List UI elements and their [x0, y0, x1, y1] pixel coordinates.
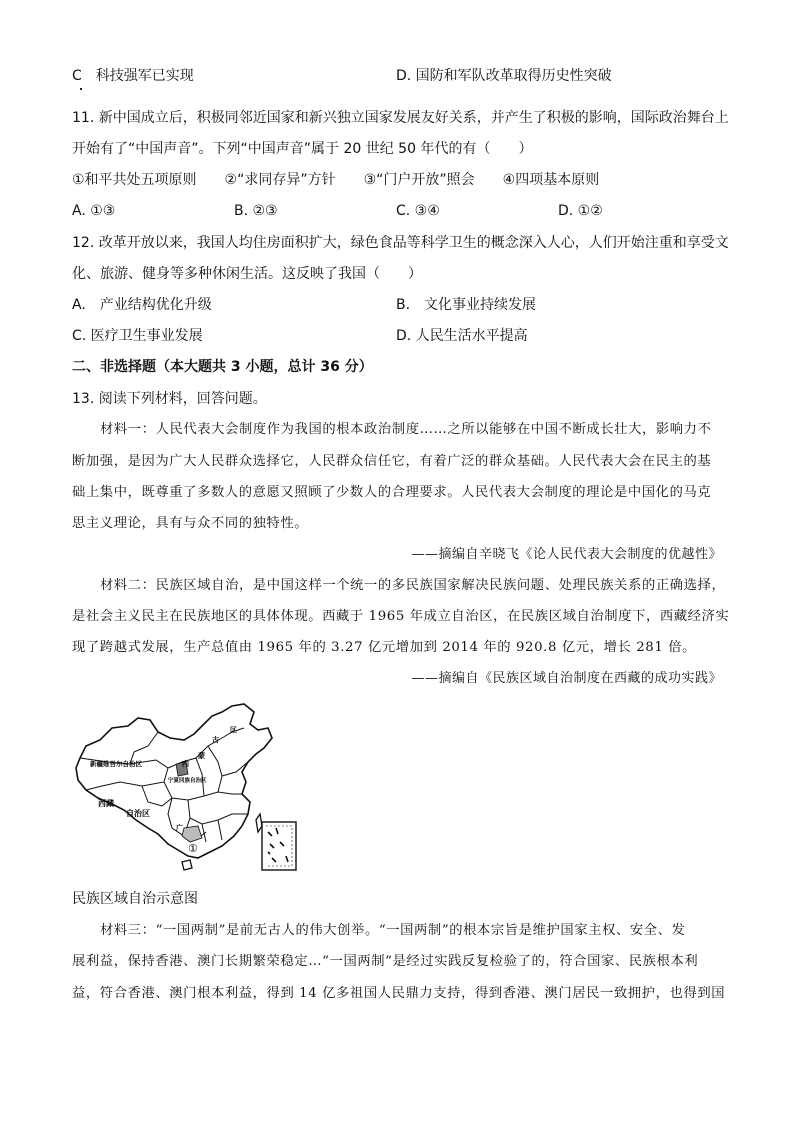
- china-map-svg: [72, 702, 312, 882]
- hainan-island: [182, 860, 192, 870]
- label-ningxia: 宁夏回族自治区: [168, 778, 207, 784]
- material1-source: ——摘编自辛晓飞《论人民代表大会制度的优越性》: [411, 547, 722, 562]
- q12-option-a: A. 产业结构优化升级: [72, 297, 212, 313]
- label-meng: 蒙: [198, 752, 205, 760]
- q12-option-b: B. 文化事业持续发展: [396, 297, 537, 313]
- q12-stem-line2: 化、旅游、健身等多种休闲生活。这反映了我国（ ）: [72, 266, 422, 282]
- q11-option-a: A. ①③: [72, 203, 116, 219]
- q12-stem-line1: 12. 改革开放以来，我国人均住房面积扩大，绿色食品等科学卫生的概念深入人心，人们开始注重和享受文: [72, 235, 729, 251]
- south-china-sea-inset: [262, 822, 296, 870]
- q11-stem-line2: 开始有了“中国声音”。下列“中国声音”属于 20 世纪 50 年代的有（ ）: [72, 141, 533, 157]
- q12-option-d: D. 人民生活水平提高: [396, 328, 528, 344]
- province-borders: [80, 728, 248, 842]
- q11-option-b: B. ②③: [234, 203, 278, 219]
- q12-option-c: C. 医疗卫生事业发展: [72, 328, 203, 344]
- material2-source: ——摘编自《民族区域自治制度在西藏的成功实践》: [411, 671, 722, 686]
- taiwan-island: [256, 814, 262, 832]
- material3-line: 展利益，保持香港、澳门长期繁荣稳定…“一国两制”是经过实践反复检验了的，符合国家、民族根本利: [72, 954, 699, 969]
- material3-line: 益，符合香港、澳门根本利益，得到 14 亿多祖国人民鼎力支持，得到香港、澳门居民一致拥护，也得到国: [72, 986, 726, 1001]
- label-gu: 古: [212, 736, 219, 744]
- material2-line: 材料二：民族区域自治，是中国这样一个统一的多民族国家解决民族问题、处理民族关系的正确选择，: [100, 578, 726, 593]
- q10-option-d: D. 国防和军队改革取得历史性突破: [396, 68, 612, 84]
- label-guangxi: 广: [176, 824, 183, 832]
- material2-line: 现了跨越式发展，生产总值由 1965 年的 3.27 亿元增加到 2014 年的 920.8 亿元，增长 281 倍。: [72, 640, 697, 655]
- material1-line: 思主义理论，具有与众不同的独特性。: [72, 516, 309, 531]
- material1-line: 材料一：人民代表大会制度作为我国的根本政治制度……之所以能够在中国不断成长壮大，影响力不: [100, 422, 712, 437]
- label-nei: 内: [182, 760, 189, 768]
- q11-option-c: C. ③④: [396, 203, 440, 219]
- label-tibet-1: 西藏: [98, 799, 114, 808]
- autonomous-region-map: [72, 702, 312, 882]
- map-caption: 民族区域自治示意图: [72, 891, 198, 907]
- material1-line: 础上集中，既尊重了多数人的意愿又照顾了少数人的合理要求。人民代表大会制度的理论是中国化的马克: [72, 485, 712, 500]
- label-tibet-2: 自治区: [126, 809, 150, 818]
- q10-option-c: C 科技强军已实现: [72, 68, 194, 84]
- label-xinjiang: 新疆维吾尔自治区: [90, 760, 142, 768]
- material3-line: 材料三：“一国两制”是前无古人的伟大创举。“一国两制”的根本宗旨是维护国家主权、安全、发: [100, 923, 686, 938]
- label-qu: 区: [230, 726, 237, 734]
- material1-line: 断加强，是因为广大人民群众选择它，人民群众信任它，有着广泛的群众基础。人民代表大会在民主的基: [72, 454, 712, 469]
- q11-stem-line1: 11. 新中国成立后，积极同邻近国家和新兴独立国家发展友好关系，并产生了积极的影响，国际政治舞台上: [72, 110, 729, 126]
- q11-choices: ①和平共处五项原则 ②“求同存异”方针 ③“门户开放”照会 ④四项基本原则: [72, 172, 600, 188]
- stray-dot: [80, 88, 82, 90]
- guangxi-region: [182, 826, 202, 842]
- q11-option-d: D. ①②: [558, 203, 603, 219]
- material2-line: 是社会主义民主在民族地区的具体体现。西藏于 1965 年成立自治区，在民族区域自治制度下，西藏经济实: [72, 609, 730, 624]
- section-title: 二、非选择题（本大题共 3 小题，总计 36 分）: [72, 359, 373, 375]
- q13-intro: 13. 阅读下列材料，回答问题。: [72, 391, 267, 407]
- label-marker-1: ①: [188, 842, 198, 855]
